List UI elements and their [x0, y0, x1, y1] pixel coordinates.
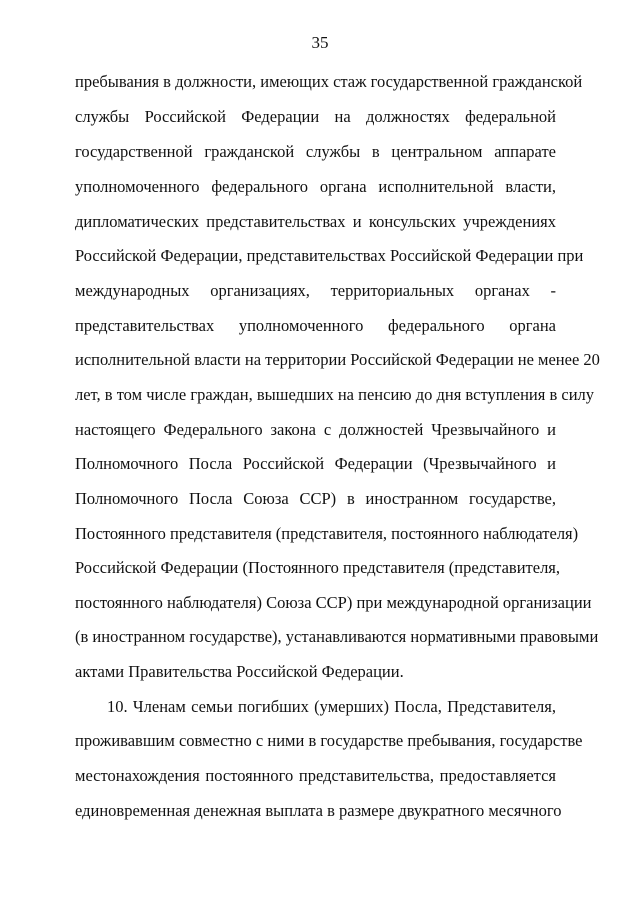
text-line: Полномочного Посла Российской Федерации (Чрезвычайного и [75, 454, 556, 473]
text-line: настоящего Федерального закона с должностей Чрезвычайного и [75, 420, 556, 439]
text-line: проживавшим совместно с ними в государстве пребывания, государстве [75, 731, 583, 750]
text-line: Российской Федерации (Постоянного представителя (представителя, [75, 558, 561, 577]
text-line: Российской Федерации, представительствах Российской Федерации при [75, 246, 584, 265]
page-number: 35 [311, 33, 329, 52]
text-line: местонахождения постоянного представительства, предоставляется [75, 766, 556, 785]
text-line: 10. Членам семьи погибших (умерших) Посла, Представителя, [107, 697, 556, 716]
text-line: единовременная денежная выплата в размере двукратного месячного [75, 801, 562, 820]
text-line: Полномочного Посла Союза ССР) в иностранном государстве, [75, 489, 556, 508]
text-line: государственной гражданской службы в центральном аппарате [75, 142, 556, 161]
text-line: уполномоченного федерального органа исполнительной власти, [75, 177, 556, 196]
text-line: дипломатических представительствах и консульских учреждениях [75, 212, 556, 231]
text-line: исполнительной власти на территории Российской Федерации не менее 20 [75, 350, 600, 369]
text-line: службы Российской Федерации на должностях федеральной [75, 107, 556, 126]
text-line: актами Правительства Российской Федерации. [75, 662, 404, 681]
text-line: Постоянного представителя (представителя, постоянного наблюдателя) [75, 524, 579, 543]
text-line: представительствах уполномоченного федерального органа [75, 316, 556, 335]
text-line: лет, в том числе граждан, вышедших на пенсию до дня вступления в силу [75, 385, 595, 404]
text-line: (в иностранном государстве), устанавливаются нормативными правовыми [75, 627, 599, 646]
text-line: пребывания в должности, имеющих стаж государственной гражданской [75, 72, 583, 91]
text-line: постоянного наблюдателя) Союза ССР) при международной организации [75, 593, 592, 612]
text-line: международных организациях, территориальных органах - [75, 281, 556, 300]
